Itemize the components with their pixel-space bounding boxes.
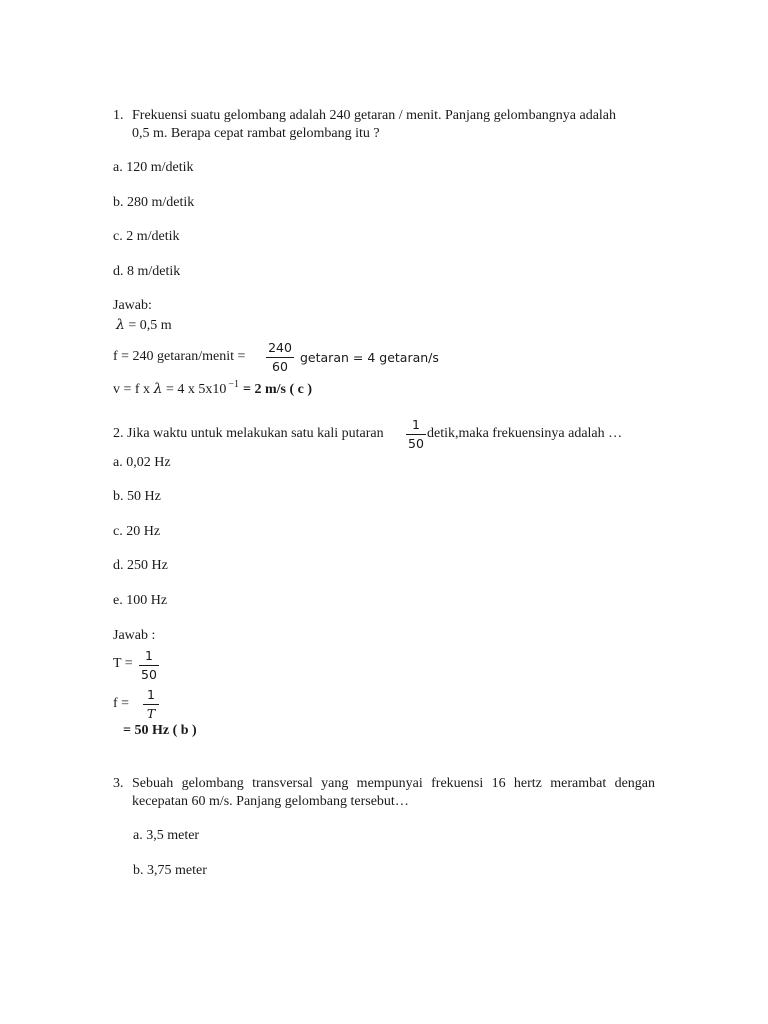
q3-text-line1: Sebuah gelombang transversal yang mempunyai frekuensi 16 hertz merambat dengan bbox=[132, 776, 655, 791]
q1-jawab-label: Jawab: bbox=[113, 298, 152, 313]
q1-answer: = 2 m/s ( c ) bbox=[242, 382, 312, 397]
q1-option-c: c. 2 m/detik bbox=[113, 229, 180, 244]
q1-option-d: d. 8 m/detik bbox=[113, 264, 181, 279]
q1-f-fraction bbox=[266, 340, 294, 374]
q2-option-d: d. 250 Hz bbox=[113, 558, 168, 573]
q1-text-line2: 0,5 m. Berapa cepat rambat gelombang itu ? bbox=[132, 126, 380, 141]
q2-T-fraction bbox=[139, 648, 159, 682]
fraction-numerator: 1 bbox=[412, 417, 420, 432]
v-part2: = 4 x 5x10 bbox=[162, 382, 227, 397]
q2-option-a: a. 0,02 Hz bbox=[113, 455, 171, 470]
q3-number: 3. bbox=[113, 776, 124, 791]
q2-text-after: detik,maka frekuensinya adalah … bbox=[427, 426, 623, 441]
q1-text-line1: Frekuensi suatu gelombang adalah 240 getaran / menit. Panjang gelombangnya adalah bbox=[132, 108, 617, 123]
fraction-numerator: 1 bbox=[145, 648, 153, 663]
fraction-denominator: T bbox=[146, 706, 156, 721]
lambda-value: = 0,5 m bbox=[124, 318, 172, 333]
v-part1: v = f x bbox=[113, 382, 154, 397]
v-exponent: −1 bbox=[228, 379, 239, 390]
fraction-bar bbox=[143, 704, 159, 705]
q1-option-b: b. 280 m/detik bbox=[113, 195, 195, 210]
q2-f-lhs: f = bbox=[113, 696, 130, 711]
fraction-denominator: 60 bbox=[272, 359, 288, 374]
q1-number: 1. bbox=[113, 108, 124, 123]
q1-lambda-line bbox=[116, 317, 172, 334]
fraction-bar bbox=[139, 665, 159, 666]
q2-answer: = 50 Hz ( b ) bbox=[123, 723, 197, 738]
q2-text-before: 2. Jika waktu untuk melakukan satu kali putaran bbox=[113, 426, 384, 441]
q2-fraction bbox=[406, 417, 426, 451]
fraction-numerator: 240 bbox=[268, 340, 292, 355]
q2-T-lhs: T = bbox=[113, 656, 133, 671]
q1-f-lhs: f = 240 getaran/menit = bbox=[113, 349, 246, 364]
q3-option-a: a. 3,5 meter bbox=[133, 828, 200, 843]
q1-v-line bbox=[113, 381, 312, 399]
lambda-symbol: λ bbox=[153, 381, 163, 397]
fraction-denominator: 50 bbox=[141, 667, 157, 682]
q3-option-b: b. 3,75 meter bbox=[133, 863, 207, 878]
q3-text-line2: kecepatan 60 m/s. Panjang gelombang tersebut… bbox=[132, 794, 409, 809]
q1-f-rhs: getaran = 4 getaran/s bbox=[300, 350, 439, 365]
q2-jawab-label: Jawab : bbox=[113, 628, 156, 643]
fraction-bar bbox=[406, 434, 426, 435]
q2-f-fraction bbox=[143, 687, 159, 721]
fraction-denominator: 50 bbox=[408, 436, 424, 451]
q1-option-a: a. 120 m/detik bbox=[113, 160, 194, 175]
lambda-symbol: λ bbox=[116, 317, 125, 333]
q2-option-c: c. 20 Hz bbox=[113, 524, 161, 539]
fraction-numerator: 1 bbox=[147, 687, 155, 702]
fraction-bar bbox=[266, 357, 294, 358]
q2-option-b: b. 50 Hz bbox=[113, 489, 161, 504]
q2-option-e: e. 100 Hz bbox=[113, 593, 168, 608]
